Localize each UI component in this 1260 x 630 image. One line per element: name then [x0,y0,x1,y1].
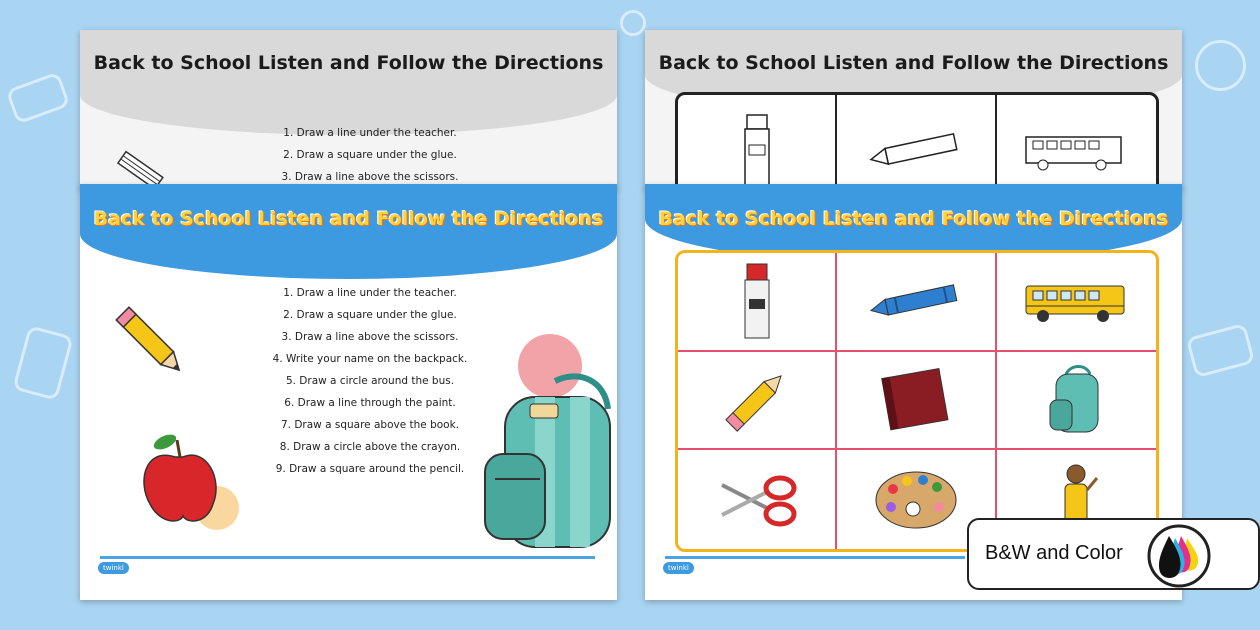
bw-and-color-badge [967,518,1260,590]
badge-label: B&W and Color [985,542,1123,564]
directions-list [245,282,495,480]
color-picture-grid [675,250,1159,552]
school-bus-icon [1021,125,1131,175]
school-bus-icon [1021,276,1131,326]
scissors-icon [712,470,802,530]
glue-stick-icon [737,261,777,341]
apple-icon [135,432,245,532]
pencil-icon [717,360,797,440]
direction-item: 1. Draw a line under the teacher. [283,287,457,299]
paint-palette-icon [871,467,961,532]
background-doodle [1195,40,1246,91]
twinkl-logo: twinkl [98,562,129,574]
direction-item: 5. Draw a circle around the bus. [285,375,455,387]
color-directions-sheet [80,184,617,600]
background-doodle [12,325,74,401]
direction-item: 3. Draw a line above the scissors. [281,331,459,343]
sheet-title: Back to School Listen and Follow the Directions [93,52,604,74]
bw-picture-grid [675,92,1159,190]
twinkl-logo: twinkl [663,562,694,574]
grid-cell [837,95,996,190]
background-doodle [1186,323,1256,378]
grid-cell [837,253,996,352]
grid-cell [997,352,1156,451]
bw-directions-sheet [80,30,617,190]
backpack-icon [1046,362,1106,437]
sheet-title: Back to School Listen and Follow the Directions [93,208,604,230]
sheet-title: Back to School Listen and Follow the Directions [658,52,1169,74]
direction-item: 8. Draw a circle above the crayon. [279,441,461,453]
bw-grid-sheet [645,30,1182,190]
direction-item: 2. Draw a square under the glue. [283,149,457,161]
crayon-icon [866,276,966,326]
direction-item: 6. Draw a line through the paint. [284,397,456,409]
grid-cell [678,253,837,352]
grid-cell [837,352,996,451]
direction-item: 7. Draw a square above the book. [280,419,460,431]
ink-drops-icon [1147,524,1211,588]
direction-item: 4. Write your name on the backpack. [272,353,468,365]
grid-cell [678,450,837,549]
book-icon [876,365,956,435]
header-band [80,30,617,135]
pencil-icon [108,299,198,389]
direction-item: 3. Draw a line above the scissors. [281,171,459,183]
glue-stick-icon [737,110,777,190]
direction-item: 1. Draw a line under the teacher. [283,127,457,139]
direction-item: 2. Draw a square under the glue. [283,309,457,321]
grid-cell [678,95,837,190]
directions-list [230,122,510,188]
grid-cell [997,253,1156,352]
crayon-icon [866,125,966,175]
backpack-icon [480,369,617,554]
grid-cell [997,95,1156,190]
footer-line [665,556,965,559]
footer-line [100,556,595,559]
background-doodle [6,72,71,125]
background-doodle [620,10,646,36]
header-band [80,184,617,279]
sheet-title: Back to School Listen and Follow the Directions [658,208,1169,230]
direction-item: 9. Draw a square around the pencil. [275,463,465,475]
grid-cell [678,352,837,451]
